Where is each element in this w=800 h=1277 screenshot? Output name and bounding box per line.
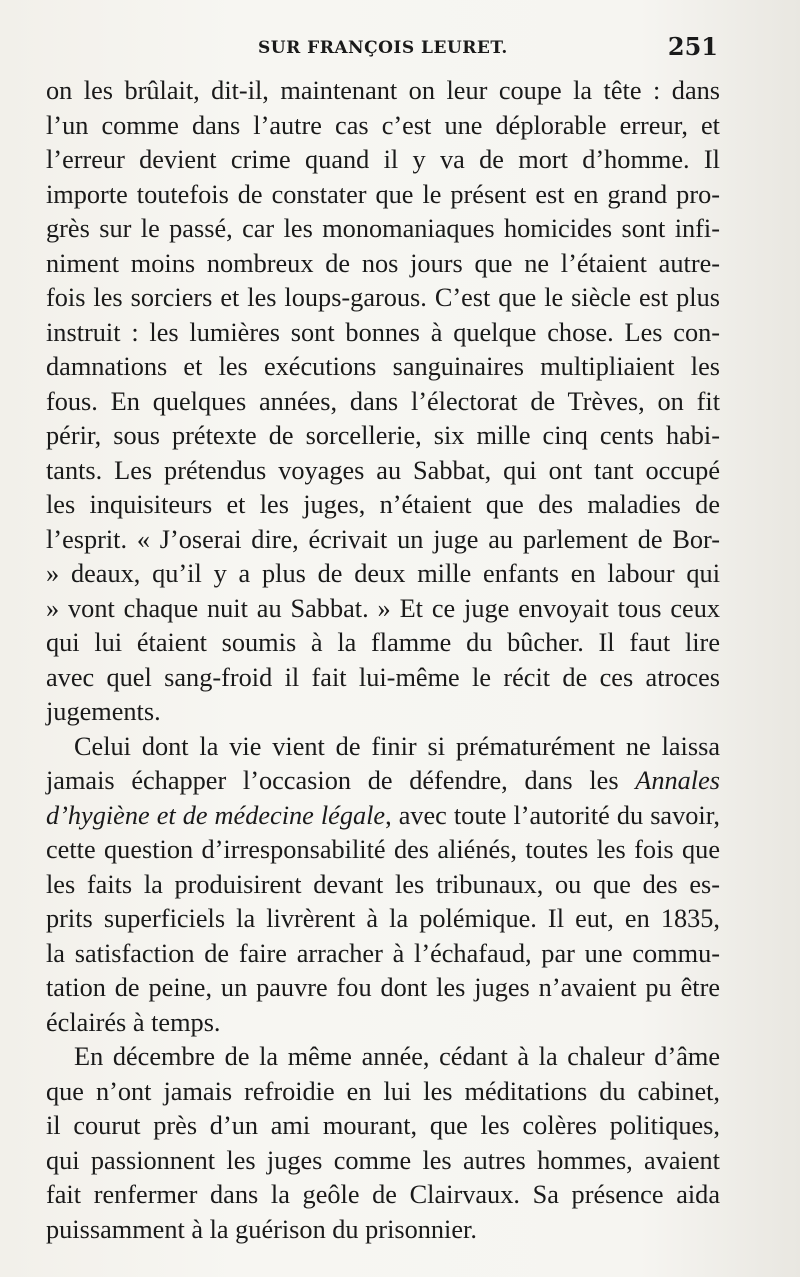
text-line: que n’ont jamais refroidie en lui les méditations du cabinet,: [46, 1076, 720, 1106]
text-line: les faits la produisirent devant les tribunaux, ou que des es-: [46, 869, 720, 899]
paragraph-1: [46, 74, 720, 730]
text-segment: , avec toute l’autorité du savoir,: [385, 800, 720, 830]
text-line: grès sur le passé, car les monomaniaques homicides sont infi-: [46, 214, 720, 243]
text-line: fois les sorciers et les loups-garous. C’est que le siècle est plus: [46, 283, 720, 312]
text-line: fait renfermer dans la geôle de Clairvaux. Sa présence aida: [46, 1180, 720, 1209]
text-line: puissamment à la guérison du prisonnier.: [46, 1214, 477, 1244]
text-segment: jamais échapper l’occasion de défendre, dans les: [46, 766, 619, 795]
body-text: [46, 74, 720, 1247]
text-line: la satisfaction de faire arracher à l’échafaud, par une commu-: [46, 938, 720, 968]
text-line: » vont chaque nuit au Sabbat. » Et ce juge envoyait tous ceux: [46, 593, 720, 623]
text-line: il courut près d’un ami mourant, que les colères politiques,: [46, 1111, 720, 1140]
text-line: périr, sous prétexte de sorcellerie, six mille cinq cents habi-: [46, 421, 720, 450]
text-line: tants. Les prétendus voyages au Sabbat, qui ont tant occupé: [46, 455, 720, 485]
page-number: 251: [667, 32, 718, 61]
text-line: on les brûlait, dit-il, maintenant on leur coupe la tête : dans: [46, 76, 720, 105]
text-line: instruit : les lumières sont bonnes à quelque chose. Les con-: [46, 317, 720, 347]
text-line: [46, 799, 720, 834]
paragraph-2: [46, 730, 720, 1041]
text-line: l’un comme dans l’autre cas c’est une déplorable erreur, et: [46, 110, 720, 140]
journal-title-italic: Annales: [635, 766, 721, 795]
text-line: prits superficiels la livrèrent à la polémique. Il eut, en 1835,: [46, 904, 720, 933]
page-header: [258, 32, 718, 68]
text-line: jugements.: [46, 697, 161, 726]
text-line: Celui dont la vie vient de finir si prématurément ne laissa: [74, 731, 720, 761]
text-line: niment moins nombreux de nos jours que ne l’étaient autre-: [46, 248, 720, 278]
text-line: l’esprit. « J’oserai dire, écrivait un juge au parlement de Bor-: [46, 524, 720, 554]
text-line: qui lui étaient soumis à la flamme du bûcher. Il faut lire: [46, 628, 720, 657]
journal-title-italic: d’hygiène et de médecine légale: [46, 800, 386, 830]
text-line: damnations et les exécutions sanguinaires multipliaient les: [46, 352, 720, 381]
text-line: l’erreur devient crime quand il y va de mort d’homme. Il: [46, 145, 720, 174]
text-line: avec quel sang-froid il fait lui-même le récit de ces atroces: [46, 662, 720, 692]
text-line: éclairés à temps.: [46, 1007, 221, 1037]
running-title: SUR FRANÇOIS LEURET.: [258, 38, 508, 58]
text-line: importe toutefois de constater que le présent est en grand pro-: [46, 179, 720, 209]
text-line: » deaux, qu’il y a plus de deux mille enfants en labour qui: [46, 559, 720, 588]
text-line: les inquisiteurs et les juges, n’étaient que des maladies de: [46, 490, 720, 519]
text-line: fous. En quelques années, dans l’électorat de Trèves, on fit: [46, 386, 720, 416]
text-line: En décembre de la même année, cédant à la chaleur d’âme: [74, 1042, 720, 1071]
text-line: cette question d’irresponsabilité des aliénés, toutes les fois que: [46, 835, 720, 864]
text-line: [46, 764, 720, 799]
text-line: tation de peine, un pauvre fou dont les juges n’avaient pu être: [46, 973, 720, 1002]
paragraph-3: [46, 1040, 720, 1247]
text-line: qui passionnent les juges comme les autres hommes, avaient: [46, 1145, 720, 1175]
